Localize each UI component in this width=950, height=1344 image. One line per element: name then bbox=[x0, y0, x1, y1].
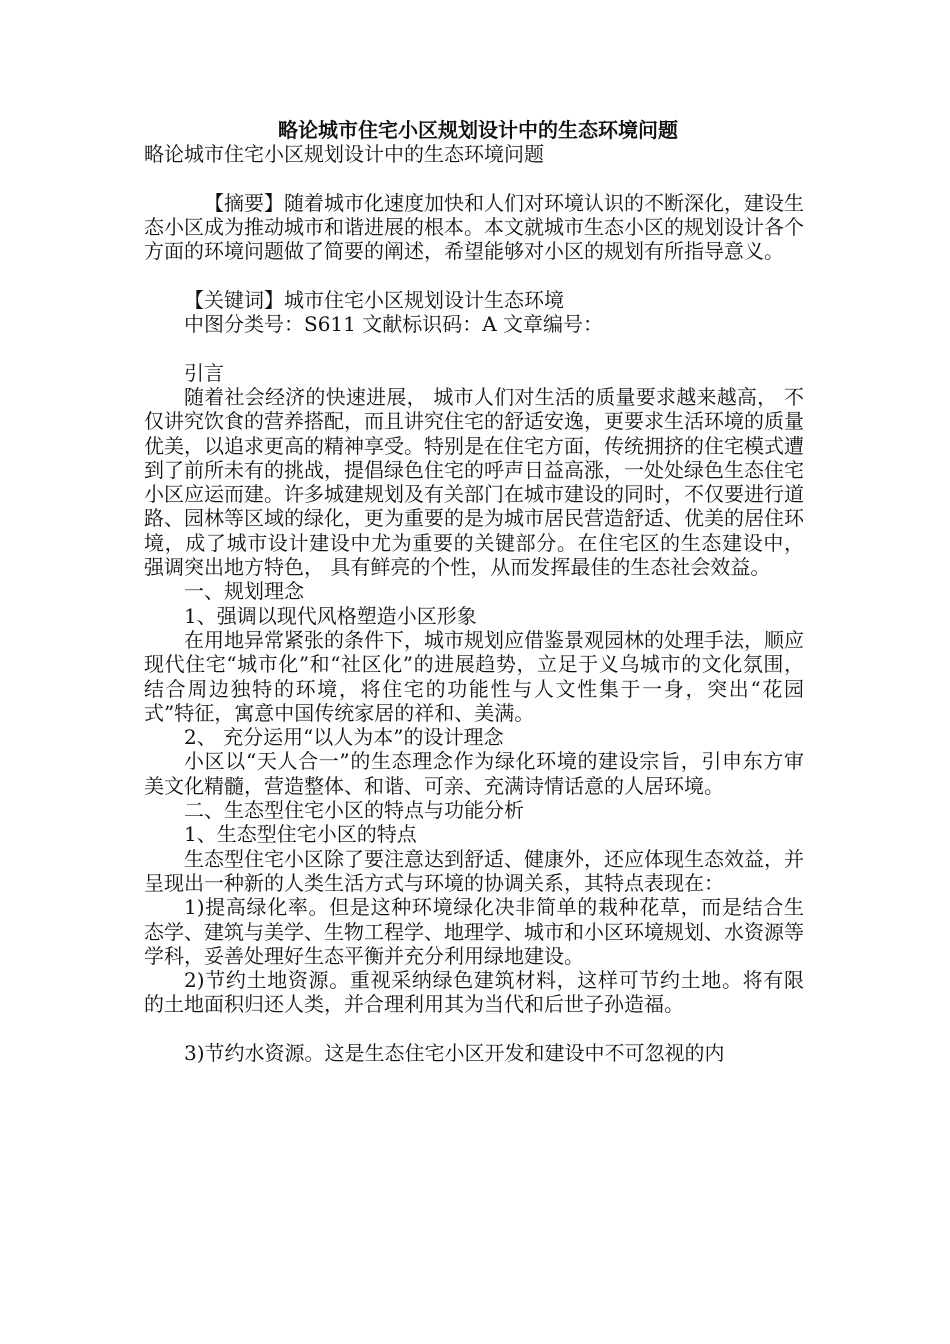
classification-line: 中图分类号：S611 文献标识码：A 文章编号： bbox=[184, 312, 604, 337]
subsection-heading: 2、 充分运用“以人为本”的设计理念 bbox=[184, 725, 504, 750]
document-subtitle: 略论城市住宅小区规划设计中的生态环境问题 bbox=[144, 142, 544, 166]
spacer bbox=[144, 166, 804, 190]
list-point: 3)节约水资源。这是生态住宅小区开发和建设中不可忽视的内 bbox=[184, 1040, 725, 1065]
list-point: 1)提高绿化率。但是这种环境绿化决非简单的栽种花草，而是结合生态学、建筑与美学、生物工程学、地理学、城市和小区环境规划、水资源等学科，妥善处理好生态平衡并充分利用绿地建设。 bbox=[144, 895, 804, 968]
subsection-heading: 1、强调以现代风格塑造小区形象 bbox=[184, 603, 477, 628]
intro-heading: 引言 bbox=[184, 360, 224, 385]
intro-paragraph: 随着社会经济的快速进展， 城市人们对生活的质量要求越来越高， 不仅讲究饮食的营养搭配，而且讲究住宅的舒适安逸，更要求生活环境的质量优美，以追求更高的精神享受。特别是在住宅方面，传统拥挤的住宅模式遭到了前所未有的挑战，提倡绿色住宅的呼声日益高涨，一处处绿色生态住宅小区应运而建。许多城建规划及有关部门在城市建设的同时，不仅要进行道路、园林等区域的绿化，更为重要的是为城市居民营造舒适、优美的居住环境，成了城市设计建设中尤为重要的关键部分。在住宅区的生态建设中， 强调突出地方特色， 具有鲜亮的个性，从而发挥最佳的生态社会效益。 bbox=[144, 384, 804, 580]
body-paragraph: 小区以“天人合一”的生态理念作为绿化环境的建设宗旨，引申东方审美文化精髓，营造整体、和谐、可亲、充满诗情话意的人居环境。 bbox=[144, 749, 804, 798]
body-paragraph: 生态型住宅小区除了要注意达到舒适、健康外，还应体现生态效益，并呈现出一种新的人类生活方式与环境的协调关系，其特点表现在： bbox=[144, 846, 804, 895]
subsection-heading: 1、生态型住宅小区的特点 bbox=[184, 822, 417, 847]
spacer bbox=[144, 263, 804, 287]
document-page bbox=[144, 118, 804, 1065]
document-title: 略论城市住宅小区规划设计中的生态环境问题 bbox=[278, 118, 678, 142]
abstract-paragraph: 【摘要】随着城市化速度加快和人们对环境认识的不断深化，建设生态小区成为推动城市和谐进展的根本。本文就城市生态小区的规划设计各个方面的环境问题做了简要的阐述，希望能够对小区的规划有所指导意义。 bbox=[144, 190, 804, 264]
keywords-line: 【关键词】城市住宅小区规划设计生态环境 bbox=[184, 287, 564, 312]
section-heading: 二、生态型住宅小区的特点与功能分析 bbox=[184, 798, 524, 823]
list-point: 2)节约土地资源。重视采纳绿色建筑材料，这样可节约土地。将有限的土地面积归还人类，并合理利用其为当代和后世子孙造福。 bbox=[144, 968, 804, 1017]
spacer bbox=[144, 1017, 804, 1041]
body-paragraph: 在用地异常紧张的条件下，城市规划应借鉴景观园林的处理手法，顺应现代住宅“城市化”和“社区化”的进展趋势，立足于义乌城市的文化氛围，结合周边独特的环境，将住宅的功能性与人文性集于一身，突出“花园式”特征，寓意中国传统家居的祥和、美满。 bbox=[144, 627, 804, 725]
spacer bbox=[144, 336, 804, 360]
section-heading: 一、规划理念 bbox=[184, 579, 304, 604]
